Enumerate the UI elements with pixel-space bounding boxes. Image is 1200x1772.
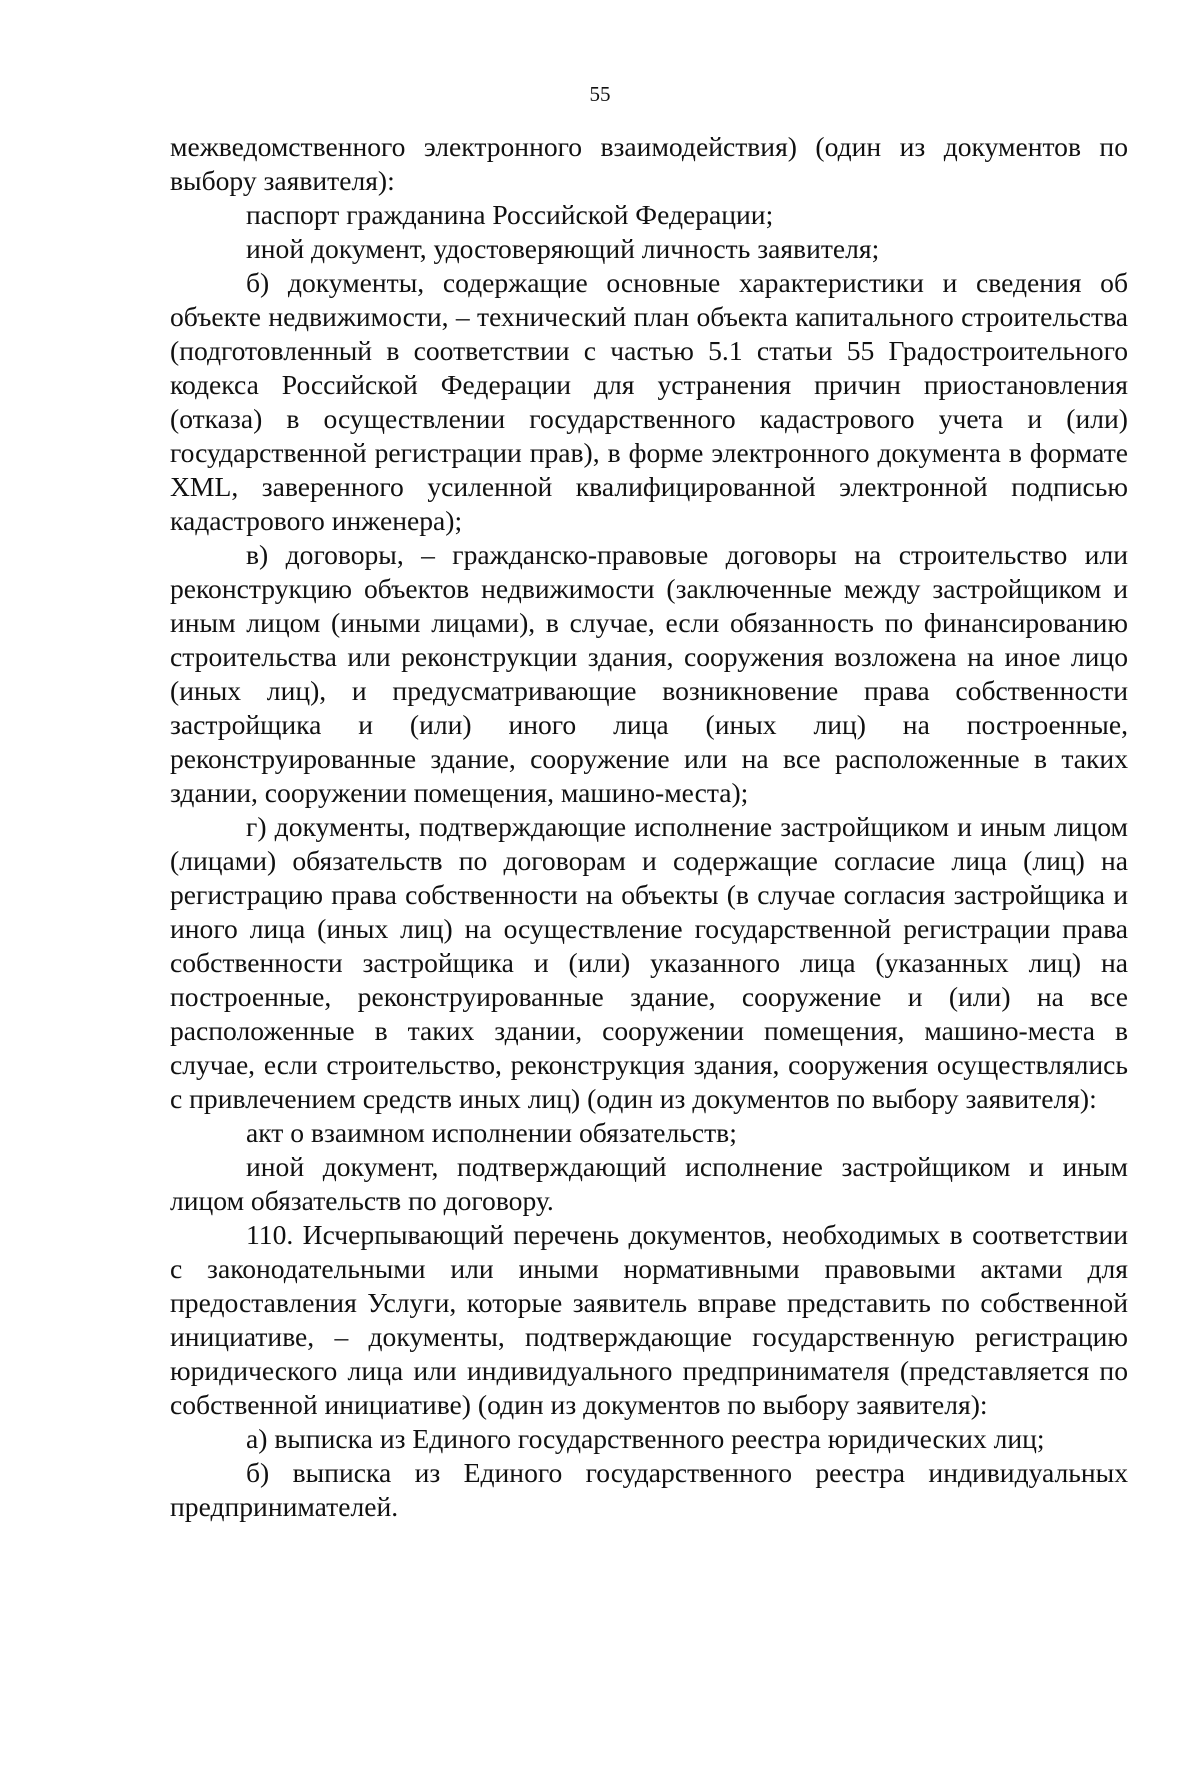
paragraph-item-g: г) документы, подтверждающие исполнение застройщиком и иным лицом (лицами) обязательств по договорам и содержащие согласие лица (лиц) на регистрацию права собственности на объекты (в случае согласия застройщика и иного лица (иных лиц) на осуществление государственной регистрации права собственности застройщика и (или) указанного лица (указанных лиц) на построенные, реконструированные здание, сооружение и (или) на все расположенные в таких здании, сооружении помещения, машино-места в случае, если строительство, реконструкция здания, сооружения осуществлялись с привлечением средств иных лиц) (один из документов по выбору заявителя): [170,811,1128,1114]
paragraph-item-a-legal-entities: а) выписка из Единого государственного реестра юридических лиц; [246,1423,1045,1454]
paragraph-continuation: межведомственного электронного взаимодействия) (один из документов по выбору заявителя): [170,131,1128,196]
page-number: 55 [589,82,611,106]
paragraph-other-id: иной документ, удостоверяющий личность заявителя; [246,233,880,264]
document-body [170,130,1128,1524]
paragraph-item-b-entrepreneurs: б) выписка из Единого государственного реестра индивидуальных предпринимателей. [170,1457,1128,1522]
paragraph-item-v: в) договоры, – гражданско-правовые договоры на строительство или реконструкцию объектов недвижимости (заключенные между застройщиком и иным лицом (иными лицами), в случае, если обязанность по финансированию строительства или реконструкции здания, сооружения возложена на иное лицо (иных лиц), и предусматривающие возникновение права собственности застройщика и (или) иного лица (иных лиц) на построенные, реконструированные здание, сооружение или на все расположенные в таких здании, сооружении помещения, машино-места); [170,539,1128,808]
paragraph-clause-110: 110. Исчерпывающий перечень документов, необходимых в соответствии с законодательными или иными нормативными правовыми актами для предоставления Услуги, которые заявитель вправе представить по собственной инициативе, – документы, подтверждающие государственную регистрацию юридического лица или индивидуального предпринимателя (представляется по собственной инициативе) (один из документов по выбору заявителя): [170,1219,1128,1420]
paragraph-passport: паспорт гражданина Российской Федерации; [246,199,774,230]
paragraph-item-b: б) документы, содержащие основные характеристики и сведения об объекте недвижимости, – технический план объекта капитального строительства (подготовленный в соответствии с частью 5.1 статьи 55 Градостроительного кодекса Российской Федерации для устранения причин приостановления (отказа) в осуществлении государственного кадастрового учета и (или) государственной регистрации прав), в форме электронного документа в формате XML, заверенного усиленной квалифицированной электронной подписью кадастрового инженера); [170,267,1128,536]
paragraph-other-confirmation: иной документ, подтверждающий исполнение застройщиком и иным лицом обязательств по договору. [170,1151,1128,1216]
paragraph-mutual-act: акт о взаимном исполнении обязательств; [246,1117,737,1148]
